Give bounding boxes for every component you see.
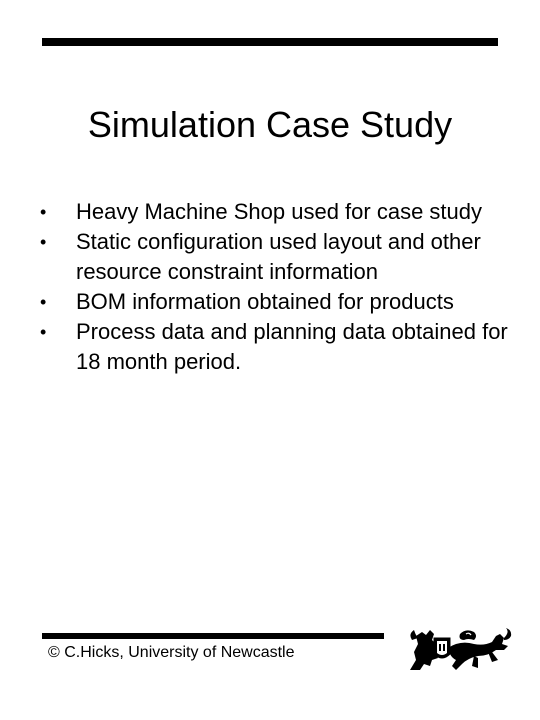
- footer-divider: [42, 633, 384, 639]
- university-crest-lion-icon: [408, 626, 512, 672]
- footer-copyright: © C.Hicks, University of Newcastle: [48, 644, 295, 661]
- bullet-text: Heavy Machine Shop used for case study: [76, 199, 483, 224]
- top-divider: [42, 38, 498, 46]
- bullet-list: [40, 197, 510, 377]
- bullet-text: BOM information obtained for products: [76, 289, 454, 314]
- slide-title: Simulation Case Study: [87, 104, 453, 145]
- bullet-marker: •: [40, 202, 47, 222]
- bullet-text: Process data and planning data obtained for 18 month period.: [76, 319, 508, 374]
- bullet-marker: •: [40, 322, 47, 342]
- bullet-text: Static configuration used layout and other resource constraint information: [76, 229, 481, 284]
- bullet-item: [40, 227, 510, 287]
- bullet-item: [40, 317, 510, 377]
- bullet-item: [40, 197, 510, 227]
- bullet-marker: •: [40, 292, 47, 312]
- bullet-marker: •: [40, 232, 47, 252]
- bullet-item: [40, 287, 510, 317]
